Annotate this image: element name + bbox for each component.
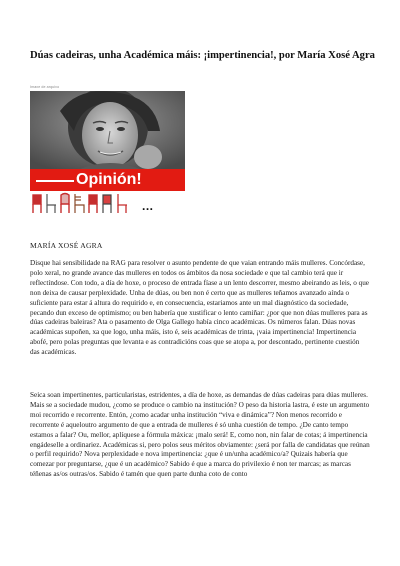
author-photo [30, 91, 185, 169]
chairs-illustration [30, 191, 140, 217]
chair-icon [33, 195, 41, 213]
banner-dash [36, 180, 74, 182]
article-paragraph: Seica soan impertinentes, particularistas, estridentes, a día de hoxe, as demandas de dúas cadeiras para dúas mulleres. Mais se a sociedade mudou, ¿como se produce o cambio na institución? O peso da historia lastra, é este un argumento moi recorrido e recorrente. Entón, ¿como acadar unha institución “viva e dinámica”? Non menos recorrido e recorrente é aqueloutro argumento de que a entrada de mulleres é só unha cuestión de tempo. ¿De canto tempo estamos a falar? Ou, mellor, aplíquese a fórmula máxica: ¡malo será! E, como non, nin falar de cotas; á impertinencia engádeselle a ordinariez. Académicas si, pero polos seus méritos obviamente: ¿será por falla de candidatas que reúnan o perfil requirido? Nova perplexidade e nova impertinencia: ¿que é un/unha académico/a? Quizais habería que comezar por preguntarse, ¿que é un académico? Sabido é que a marca do privilexio é non ter marcas; as marcas téñenas as/os outras/os. Sabido é tamén que quen parte dunha coto de conto [30, 391, 370, 479]
banner-ellipsis: ... [142, 199, 154, 213]
opinion-banner [30, 169, 185, 191]
image-caption: Imaxe de arquivo [30, 85, 60, 89]
article-figure [30, 85, 185, 217]
banner-text: Opinión! [76, 171, 142, 188]
article-author: MARÍA XOSÉ AGRA [30, 241, 103, 250]
article-title: Dúas cadeiras, unha Académica máis: ¡impertinencia!, por María Xosé Agra [30, 50, 375, 61]
article-paragraph: Disque hai sensibilidade na RAG para resolver o asunto pendente de que vaian entrando máis mulleres. Concórdase, polo xeral, no grande avance das mulleres en todos os ámbitos da nosa sociedade e que tal cambio terá que ir reflectíndose. Con todo, a día de hoxe, o proceso de entrada fíase a un lento descorrer, mesmo abeirando as leis, o que non deixa de causar perplexidade. Unha de dúas, ou ben non é certo que as mulleres teñamos avanzado aínda o suficiente para estar á altura do requirido e, en consecuencia, estariamos ante un mal diagnóstico da sociedade, pecando dun exceso de optimismo; ou ben habería que xustificar o lento camiñar: ¿por que non dúas mulleres para as dúas cadeiras baleiras? Ata o pasamento de Olga Gallego había cinco académicas. Os números falan. Dúas novas académicas supoñen, xa que logo, unha máis, isto é, seis académicas de trinta, ¡vaia impertinencia! Impertinencia abofé, pero polas preguntas que levanta e as contradicións coas que se atopa a, por descontado, pertinente cuestión das académicas. [30, 259, 370, 357]
chairs-strip [30, 191, 185, 217]
